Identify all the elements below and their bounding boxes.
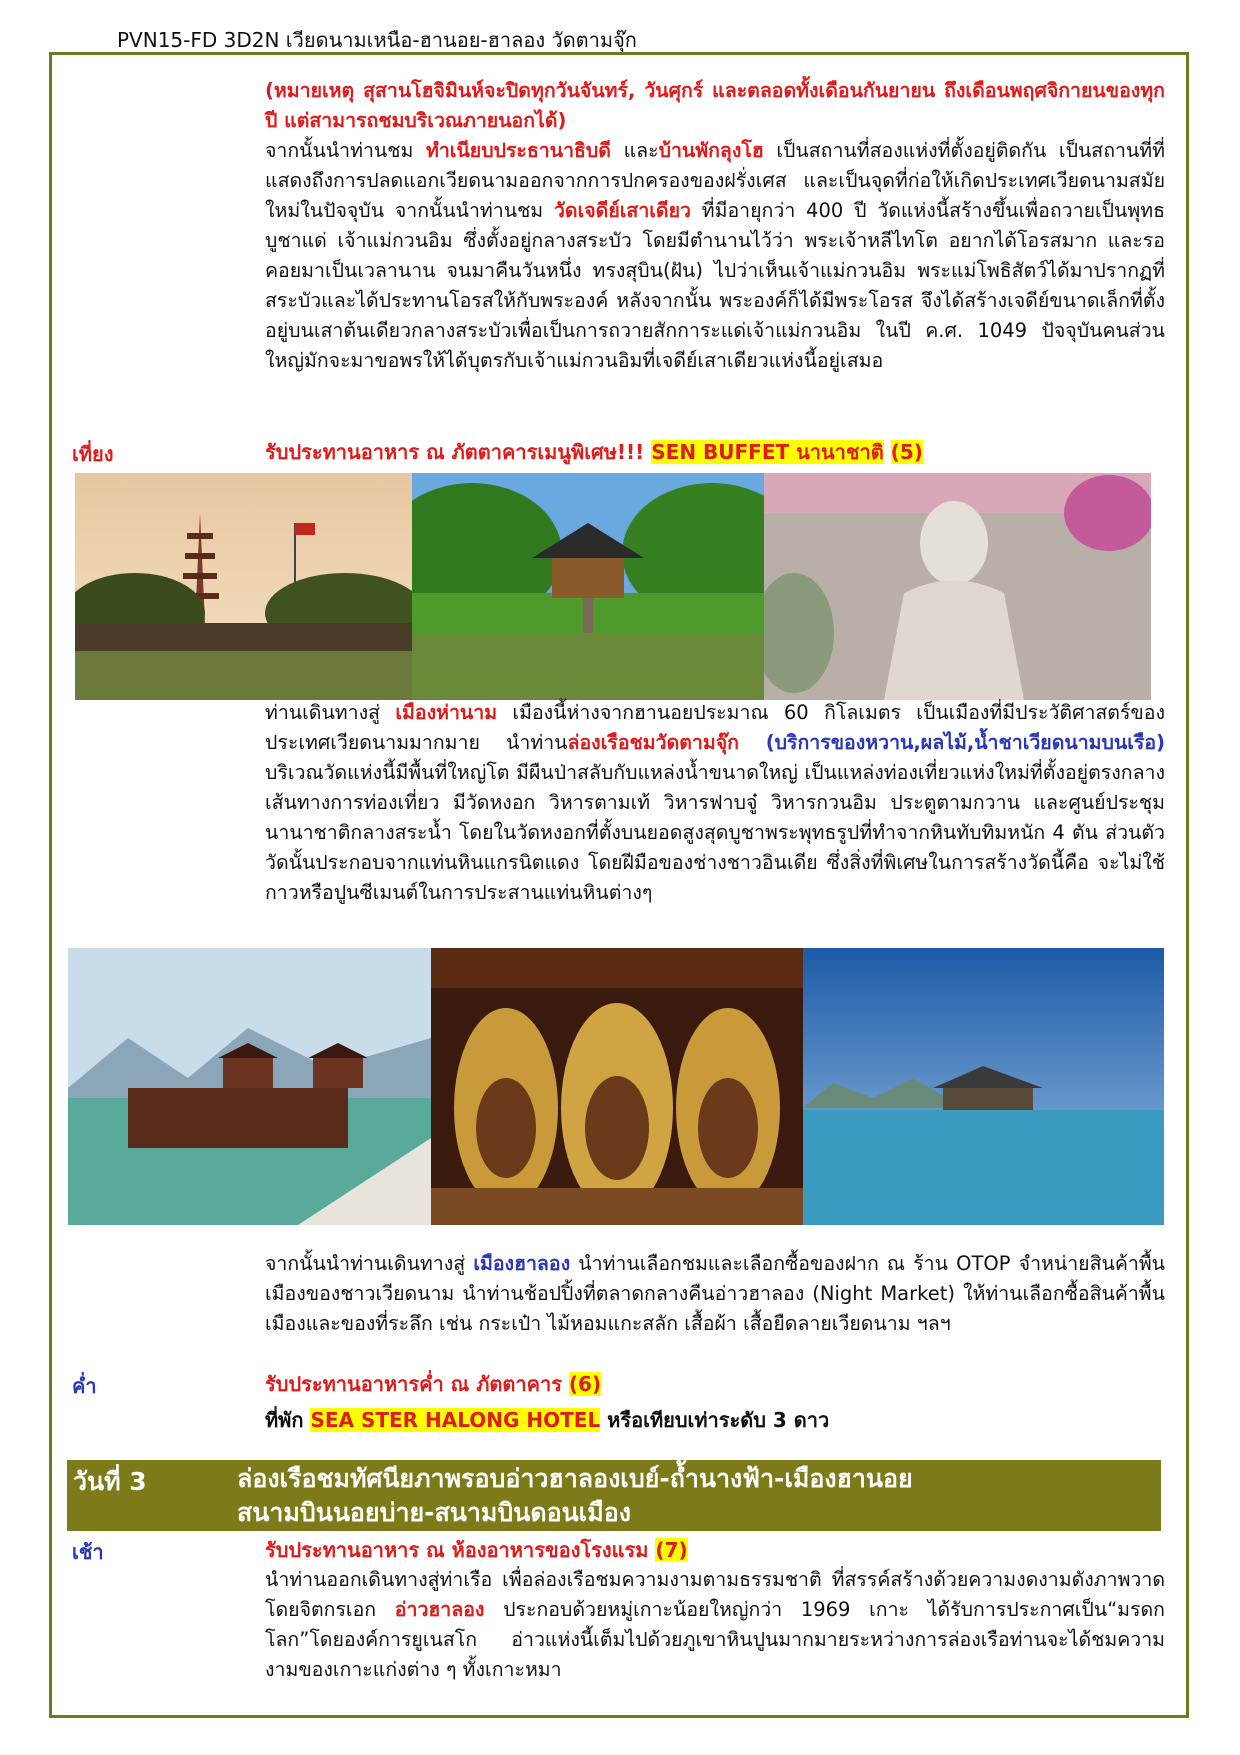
presidential-palace: ทำเนียบประธานาธิบดี [425, 139, 611, 162]
document-header: PVN15-FD 3D2N เวียดนามเหนือ-ฮานอย-ฮาลอง วัดตามจุ๊ก [117, 28, 637, 52]
photo-buddha-statues [431, 948, 803, 1225]
section-2-text: ท่านเดินทางสู่ เมืองห่านาม เมืองนี้ห่างจากฮานอยประมาณ 60 กิโลเมตร เป็นเมืองที่มีประวัติศาสตร์ของประเทศเวียดนามมากมาย นำท่านล่องเรือชมวัดตามจุ๊ก (บริการของหวาน,ผลไม้,น้ำชาเวียดนามบนเรือ) บริเวณวัดแห่งนี้มีพื้นที่ใหญ่โต มีผืนป่าสลับกับแหล่งน้ำขนาดใหญ่ เป็นแหล่งท่องเที่ยวแห่งใหม่ที่ตั้งอยู่ตรงกลางเส้นทางการท่องเที่ยว มีวัดหงอก วิหารตามเท้ วิหารฟาบจู๋ วิหารกวนอิม ประตูตามกวาน และศูนย์ประชุมนานาชาติกลางสระน้ำ โดยในวัดหงอกที่ตั้งบนยอดสูงสุดบูชาพระพุทธรูปที่ทำจากหินทับทิมหนัก 4 ตัน ส่วนตัววัดนั้นประกอบจากแท่นหินแกรนิตแดง โดยฝีมือของช่างชาวอินเดีย ซึ่งสิ่งที่พิเศษในการสร้างวัดนี้คือ จะไม่ใช้กาวหรือปูนซีเมนต์ในการประสานแท่นหินต่างๆ [265, 701, 1166, 904]
dinner-label: ค่ำ [72, 1374, 97, 1398]
ha-long-bay: อ่าวฮาลอง [394, 1598, 485, 1621]
photo-guanyin-statue [764, 473, 1151, 700]
dinner-code: (6) [568, 1372, 602, 1396]
lunch-restaurant: SEN BUFFET นานาชาติ [651, 440, 884, 464]
section-4-text: นำท่านออกเดินทางสู่ท่าเรือ เพื่อล่องเรือชมความงามตามธรรมชาติ ที่สรรค์สร้างด้วยความงดงามดังภาพวาดโดยจิตกรเอก อ่าวฮาลอง ประกอบด้วยหมู่เกาะน้อยใหญ่กว่า 1969 เกาะ ได้รับการประกาศเป็น“มรดกโลก”โดยองค์การยูเนสโก อ่าวแห่งนี้เต็มไปด้วยภูเขาหินปูนมากมายระหว่างการล่องเรือท่านจะได้ชมความงามของเกาะแก่งต่าง ๆ ทั้งเกาะหมา [265, 1568, 1165, 1681]
one-pillar-pagoda: วัดเจดีย์เสาเดียว [553, 199, 691, 222]
dinner-meal: รับประทานอาหารค่ำ ณ ภัตตาคาร (6) [265, 1372, 602, 1396]
mausoleum-note: (หมายเหตุ สุสานโฮจิมินห์จะปิดทุกวันจันทร์, วันศุกร์ และตลอดทั้งเดือนกันยายน ถึงเดือนพฤศจิกายนของทุกปี แต่สามารถชมบริเวณภายนอกได้) [265, 79, 1165, 132]
photo-one-pillar-pagoda [412, 473, 764, 700]
uncle-ho-house: บ้านพักลุงโฮ [658, 139, 764, 162]
section-1-text: (หมายเหตุ สุสานโฮจิมินห์จะปิดทุกวันจันทร์, วันศุกร์ และตลอดทั้งเดือนกันยายน ถึงเดือนพฤศจิกายนของทุกปี แต่สามารถชมบริเวณภายนอกได้) จากนั้นนำท่านชม ทำเนียบประธานาธิบดี และบ้านพักลุงโฮ เป็นสถานที่สองแห่งที่ตั้งอยู่ติดกัน เป็นสถานที่ที่แสดงถึงการปลดแอกเวียดนามออกจากการปกครองของฝรั่งเศส และเป็นจุดที่ก่อให้เกิดประเทศเวียดนามสมัยใหม่ในปัจจุบัน จากนั้นนำท่านชม วัดเจดีย์เสาเดียว ที่มีอายุกว่า 400 ปี วัดแห่งนี้สร้างขึ้นเพื่อถวายเป็นพุทธบูชาแด่ เจ้าแม่กวนอิม ซึ่งตั้งอยู่กลางสระบัว โดยมีตำนานไว้ว่า พระเจ้าหลีไทโต อยากได้โอรสมาก และรอคอยมาเป็นเวลานาน จนมาคืนวันหนึ่ง ทรงสุบิน(ฝัน) ไปว่าเห็นเจ้าแม่กวนอิม พระแม่โพธิสัตว์ได้มาปรากฏที่สระบัวและได้ประทานโอรสให้กับพระองค์ หลังจากนั้น พระองค์ก็ได้มีพระโอรส จึงได้สร้างเจดีย์ขนาดเล็กที่ตั้งอยู่บนเสาต้นเดียวกลางสระบัวเพื่อเป็นการถวายสักการะแด่เจ้าแม่กวนอิม ในปี ค.ศ. 1049 ปัจจุบันคนส่วนใหญ่มักจะมาขอพรให้ได้บุตรกับเจ้าแม่กวนอิมที่เจดีย์เสาเดียวแห่งนี้อยู่เสมอ [265, 76, 1165, 376]
lunch-code: (5) [890, 440, 923, 464]
breakfast-meal: รับประทานอาหาร ณ ห้องอาหารของโรงแรม (7) [265, 1538, 688, 1562]
photo-dragon-boat [68, 948, 431, 1225]
day-3-banner [67, 1460, 1161, 1531]
ha-nam-city: เมืองห่านาม [395, 701, 498, 724]
day-number: วันที่ 3 [73, 1467, 147, 1496]
lunch-label: เที่ยง [72, 442, 114, 466]
breakfast-code: (7) [655, 1538, 688, 1562]
section-3-text: จากนั้นนำท่านเดินทางสู่ เมืองฮาลอง นำท่านเลือกชมและเลือกซื้อของฝาก ณ ร้าน OTOP จำหน่ายสินค้าพื้นเมืองของชาวเวียดนาม นำท่านช้อปปิ้งที่ตลาดกลางคืนอ่าวฮาลอง (Night Market) ให้ท่านเลือกซื้อสินค้าพื้นเมืองและของที่ระลึก เช่น กระเป๋า ไม้หอมแกะสลัก เสื้อผ้า เสื้อยืดลายเวียดนาม ฯลฯ [265, 1252, 1166, 1335]
tam-chuc-cruise: ล่องเรือชมวัดตามจุ๊ก [567, 731, 739, 754]
cruise-services: (บริการของหวาน,ผลไม้,น้ำชาเวียดนามบนเรือ) [738, 731, 1165, 754]
lunch-meal: รับประทานอาหาร ณ ภัตตาคารเมนูพิเศษ!!! SEN BUFFET นานาชาติ (5) [265, 440, 923, 464]
hotel-info: ที่พัก SEA STER HALONG HOTEL หรือเทียบเท่าระดับ 3 ดาว [265, 1408, 830, 1432]
photo-tran-quoc-pagoda [75, 473, 412, 700]
breakfast-label: เช้า [72, 1540, 104, 1564]
day-title: ล่องเรือชมทัศนียภาพรอบอ่าวฮาลองเบย์-ถ้ำนางฟ้า-เมืองฮานอย สนามบินนอยบ่าย-สนามบินดอนเมือง [237, 1464, 913, 1527]
hotel-name: SEA STER HALONG HOTEL [310, 1408, 601, 1432]
photo-tam-chuc-temple-lake [803, 948, 1164, 1225]
ha-long-city: เมืองฮาลอง [473, 1252, 571, 1275]
